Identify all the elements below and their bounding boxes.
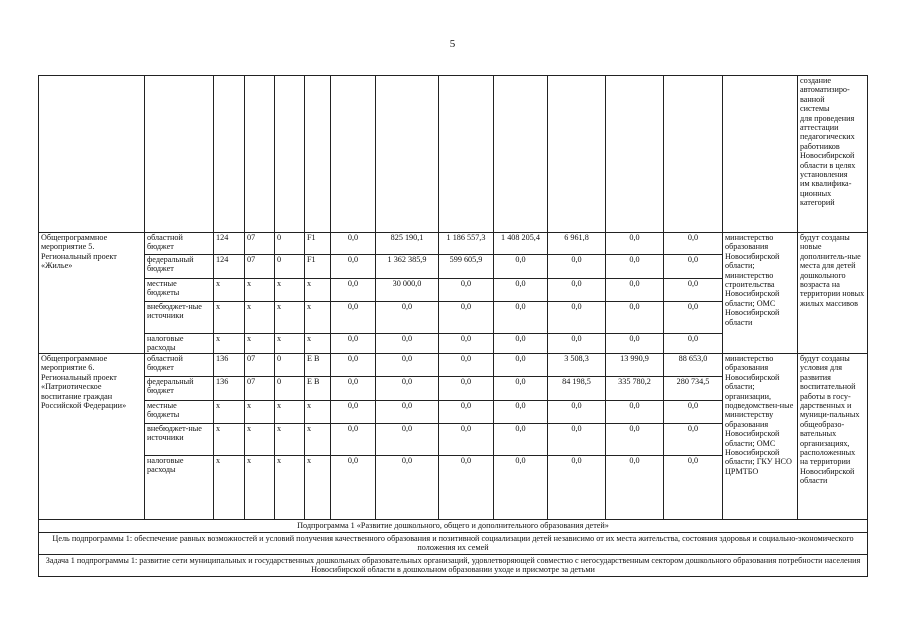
- executor-cell: министерство образования Новосибирской области; организации, подведомствен-ные министерству образования Новосибирской области; ОМС Новосибирской области; ГКУ НСО ЦРМТБО: [723, 354, 798, 520]
- program-table: [38, 75, 868, 577]
- empty-cell: [305, 76, 331, 233]
- code-cell: F1: [305, 233, 331, 255]
- value-cell: 0,0: [439, 279, 494, 302]
- value-cell: 30 000,0: [376, 279, 439, 302]
- empty-cell: [664, 76, 723, 233]
- code-cell: х: [275, 456, 305, 520]
- empty-cell: [494, 76, 548, 233]
- value-cell: 0,0: [548, 279, 606, 302]
- value-cell: 0,0: [331, 279, 376, 302]
- value-cell: 0,0: [606, 279, 664, 302]
- funding-source: федеральный бюджет: [145, 377, 214, 401]
- code-cell: 124: [214, 233, 245, 255]
- empty-cell: [439, 76, 494, 233]
- empty-cell: [606, 76, 664, 233]
- result-cell: создание автоматизиро- ванной системы для проведения аттестации педагогических работников Новосибирской области в целях установления им квалифика- ционных категорий: [798, 76, 868, 233]
- funding-source: местные бюджеты: [145, 279, 214, 302]
- code-cell: х: [275, 279, 305, 302]
- value-cell: 0,0: [606, 401, 664, 424]
- code-cell: х: [214, 401, 245, 424]
- value-cell: 0,0: [664, 302, 723, 334]
- funding-source: областной бюджет: [145, 354, 214, 377]
- code-cell: х: [245, 279, 275, 302]
- code-cell: х: [214, 424, 245, 456]
- value-cell: 88 653,0: [664, 354, 723, 377]
- value-cell: 84 198,5: [548, 377, 606, 401]
- code-cell: х: [245, 424, 275, 456]
- code-cell: 0: [275, 233, 305, 255]
- event-name: Общепрограммное мероприятие 6. Региональный проект «Патриотическое воспитание граждан Российской Федерации»: [39, 354, 145, 520]
- value-cell: 0,0: [376, 302, 439, 334]
- value-cell: 0,0: [606, 233, 664, 255]
- code-cell: 124: [214, 255, 245, 279]
- code-cell: 07: [245, 377, 275, 401]
- empty-cell: [245, 76, 275, 233]
- empty-cell: [214, 76, 245, 233]
- value-cell: 0,0: [494, 401, 548, 424]
- funding-source: налоговые расходы: [145, 456, 214, 520]
- value-cell: 0,0: [548, 255, 606, 279]
- value-cell: 0,0: [439, 456, 494, 520]
- subprogram-goal-row: [39, 532, 868, 554]
- value-cell: 0,0: [606, 302, 664, 334]
- funding-source: внебюджет-ные источники: [145, 424, 214, 456]
- value-cell: 0,0: [664, 255, 723, 279]
- funding-source: внебюджет-ные источники: [145, 302, 214, 334]
- value-cell: 0,0: [376, 377, 439, 401]
- code-cell: 07: [245, 354, 275, 377]
- value-cell: 825 190,1: [376, 233, 439, 255]
- empty-cell: [723, 76, 798, 233]
- code-cell: х: [245, 302, 275, 334]
- value-cell: 0,0: [331, 424, 376, 456]
- subprogram-title-row: [39, 520, 868, 533]
- value-cell: 0,0: [664, 334, 723, 354]
- value-cell: 0,0: [376, 401, 439, 424]
- code-cell: 0: [275, 255, 305, 279]
- table-row: [39, 233, 868, 255]
- empty-cell: [275, 76, 305, 233]
- code-cell: х: [305, 401, 331, 424]
- code-cell: х: [305, 456, 331, 520]
- value-cell: 0,0: [548, 334, 606, 354]
- code-cell: х: [275, 424, 305, 456]
- value-cell: 0,0: [548, 424, 606, 456]
- code-cell: х: [245, 334, 275, 354]
- value-cell: 0,0: [376, 354, 439, 377]
- value-cell: 0,0: [331, 354, 376, 377]
- value-cell: 0,0: [331, 233, 376, 255]
- funding-source: федеральный бюджет: [145, 255, 214, 279]
- code-cell: Е В: [305, 354, 331, 377]
- funding-source: областной бюджет: [145, 233, 214, 255]
- value-cell: 0,0: [494, 302, 548, 334]
- value-cell: 280 734,5: [664, 377, 723, 401]
- code-cell: х: [305, 424, 331, 456]
- value-cell: 0,0: [331, 456, 376, 520]
- value-cell: 0,0: [331, 334, 376, 354]
- code-cell: х: [305, 302, 331, 334]
- code-cell: 136: [214, 377, 245, 401]
- value-cell: 0,0: [548, 456, 606, 520]
- subprogram-task: Задача 1 подпрограммы 1: развитие сети муниципальных и государственных дошкольных образовательных организаций, удовлетворяющей совместно с негосударственным сектором дошкольного образования потребности населения Новосибирской области в дошкольном образовании уходе и присмотре за детьми: [39, 554, 868, 576]
- empty-cell: [39, 76, 145, 233]
- code-cell: 07: [245, 255, 275, 279]
- code-cell: х: [275, 302, 305, 334]
- page-number: 5: [449, 38, 456, 50]
- value-cell: 0,0: [376, 456, 439, 520]
- code-cell: 0: [275, 354, 305, 377]
- value-cell: 0,0: [439, 401, 494, 424]
- value-cell: 0,0: [606, 334, 664, 354]
- code-cell: х: [214, 334, 245, 354]
- code-cell: Е В: [305, 377, 331, 401]
- value-cell: 0,0: [494, 279, 548, 302]
- code-cell: х: [214, 302, 245, 334]
- value-cell: 0,0: [439, 424, 494, 456]
- value-cell: 1 362 385,9: [376, 255, 439, 279]
- value-cell: 0,0: [494, 424, 548, 456]
- value-cell: 0,0: [664, 279, 723, 302]
- event-name: Общепрограммное мероприятие 5. Региональный проект «Жилье»: [39, 233, 145, 354]
- continuation-row: [39, 76, 868, 233]
- funding-source: налоговые расходы: [145, 334, 214, 354]
- empty-cell: [376, 76, 439, 233]
- executor-cell: министерство образования Новосибирской области; министерство строительства Новосибирской области; ОМС Новосибирской области: [723, 233, 798, 354]
- result-cell: будут созданы новые дополнитель-ные места для детей дошкольного возраста на территории новых жилых массивов: [798, 233, 868, 354]
- value-cell: 13 990,9: [606, 354, 664, 377]
- table-row: [39, 354, 868, 377]
- value-cell: 0,0: [606, 424, 664, 456]
- code-cell: 07: [245, 233, 275, 255]
- value-cell: 0,0: [494, 377, 548, 401]
- value-cell: 0,0: [548, 302, 606, 334]
- value-cell: 0,0: [494, 255, 548, 279]
- value-cell: 1 408 205,4: [494, 233, 548, 255]
- value-cell: 3 508,3: [548, 354, 606, 377]
- code-cell: 0: [275, 377, 305, 401]
- value-cell: 1 186 557,3: [439, 233, 494, 255]
- value-cell: 0,0: [439, 377, 494, 401]
- code-cell: х: [305, 279, 331, 302]
- value-cell: 0,0: [331, 401, 376, 424]
- subprogram-task-row: [39, 554, 868, 576]
- value-cell: 0,0: [331, 302, 376, 334]
- code-cell: х: [245, 456, 275, 520]
- empty-cell: [548, 76, 606, 233]
- value-cell: 0,0: [664, 456, 723, 520]
- code-cell: х: [214, 279, 245, 302]
- empty-cell: [331, 76, 376, 233]
- code-cell: х: [245, 401, 275, 424]
- code-cell: х: [305, 334, 331, 354]
- value-cell: 0,0: [664, 424, 723, 456]
- subprogram-title: Подпрограмма 1 «Развитие дошкольного, общего и дополнительного образования детей»: [39, 520, 868, 533]
- value-cell: 0,0: [606, 456, 664, 520]
- value-cell: 0,0: [494, 456, 548, 520]
- value-cell: 0,0: [331, 377, 376, 401]
- value-cell: 0,0: [664, 401, 723, 424]
- value-cell: 0,0: [376, 424, 439, 456]
- value-cell: 0,0: [548, 401, 606, 424]
- code-cell: F1: [305, 255, 331, 279]
- empty-cell: [145, 76, 214, 233]
- funding-source: местные бюджеты: [145, 401, 214, 424]
- subprogram-goal: Цель подпрограммы 1: обеспечение равных возможностей и условий получения качественного образования и позитивной социализации детей независимо от их места жительства, состояния здоровья и социально-экономического положения их семей: [39, 532, 868, 554]
- code-cell: 136: [214, 354, 245, 377]
- value-cell: 0,0: [494, 354, 548, 377]
- code-cell: х: [275, 401, 305, 424]
- result-cell: будут созданы условия для развития воспитательной работы в госу-дарственных и муници-пальных общеобразо-вательных организациях, расположенных на территории Новосибирской области: [798, 354, 868, 520]
- code-cell: х: [214, 456, 245, 520]
- code-cell: х: [275, 334, 305, 354]
- value-cell: 0,0: [664, 233, 723, 255]
- value-cell: 6 961,8: [548, 233, 606, 255]
- value-cell: 0,0: [439, 302, 494, 334]
- value-cell: 599 605,9: [439, 255, 494, 279]
- value-cell: 0,0: [331, 255, 376, 279]
- value-cell: 0,0: [376, 334, 439, 354]
- value-cell: 0,0: [494, 334, 548, 354]
- value-cell: 0,0: [439, 354, 494, 377]
- value-cell: 0,0: [439, 334, 494, 354]
- value-cell: 0,0: [606, 255, 664, 279]
- value-cell: 335 780,2: [606, 377, 664, 401]
